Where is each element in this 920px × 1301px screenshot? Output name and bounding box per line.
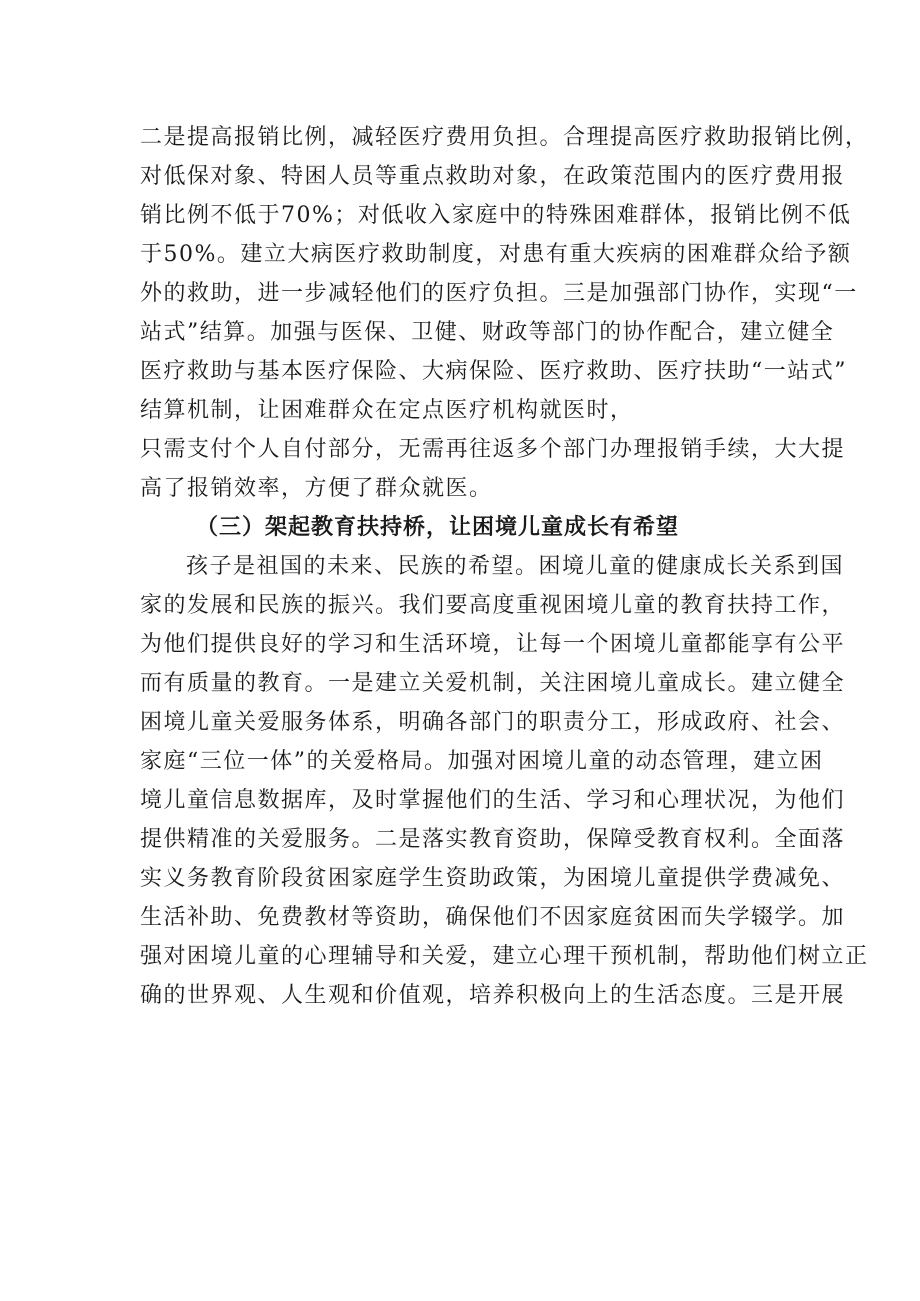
text-line: 家庭“三位一体”的关爱格局。加强对困境儿童的动态管理，建立困 — [140, 749, 824, 774]
text-line: 困境儿童关爱服务体系，明确各部门的职责分工，形成政府、社会、 — [140, 710, 846, 735]
text-line: 强对困境儿童的心理辅导和关爱，建立心理干预机制，帮助他们树立正 — [140, 944, 869, 969]
text-line: 只需支付个人自付部分，无需再往返多个部门办理报销手续，大大提 — [140, 437, 846, 462]
text-line: 对低保对象、特困人员等重点救助对象，在政策范围内的医疗费用报 — [140, 164, 846, 189]
text-line: 提供精准的关爱服务。二是落实教育资助，保障受教育权利。全面落 — [140, 827, 846, 852]
text-line: 生活补助、免费教材等资助，确保他们不因家庭贫困而失学辍学。加 — [140, 905, 846, 930]
section-heading: （三）架起教育扶持桥，让困境儿童成长有希望 — [196, 515, 680, 540]
text-line: 确的世界观、人生观和价值观，培养积极向上的生活态度。三是开展 — [140, 983, 846, 1008]
text-line: 实义务教育阶段贫困家庭学生资助政策，为困境儿童提供学费减免、 — [140, 866, 846, 891]
text-line: 为他们提供良好的学习和生活环境，让每一个困境儿童都能享有公平 — [140, 632, 846, 657]
text-line: 站式”结算。加强与医保、卫健、财政等部门的协作配合，建立健全 — [140, 320, 835, 345]
text-line: 销比例不低于70%；对低收入家庭中的特殊困难群体，报销比例不低 — [140, 203, 852, 228]
text-line: 而有质量的教育。一是建立关爱机制，关注困境儿童成长。建立健全 — [140, 671, 846, 696]
text-line: 高了报销效率，方便了群众就医。 — [140, 476, 493, 501]
text-line: 家的发展和民族的振兴。我们要高度重视困境儿童的教育扶持工作， — [140, 593, 846, 618]
text-line: 境儿童信息数据库，及时掌握他们的生活、学习和心理状况，为他们 — [140, 788, 846, 813]
text-line: 于50%。建立大病医疗救助制度，对患有重大疾病的困难群众给予额 — [140, 242, 852, 267]
text-line: 孩子是祖国的未来、民族的希望。困境儿童的健康成长关系到国 — [186, 554, 845, 579]
text-line: 医疗救助与基本医疗保险、大病保险、医疗救助、医疗扶助“一站式” — [140, 359, 847, 384]
text-line: 二是提高报销比例，减轻医疗费用负担。合理提高医疗救助报销比例， — [140, 125, 869, 150]
text-line: 结算机制，让困难群众在定点医疗机构就医时， — [140, 398, 634, 423]
text-line: 外的救助，进一步减轻他们的医疗负担。三是加强部门协作，实现“一 — [140, 281, 858, 306]
